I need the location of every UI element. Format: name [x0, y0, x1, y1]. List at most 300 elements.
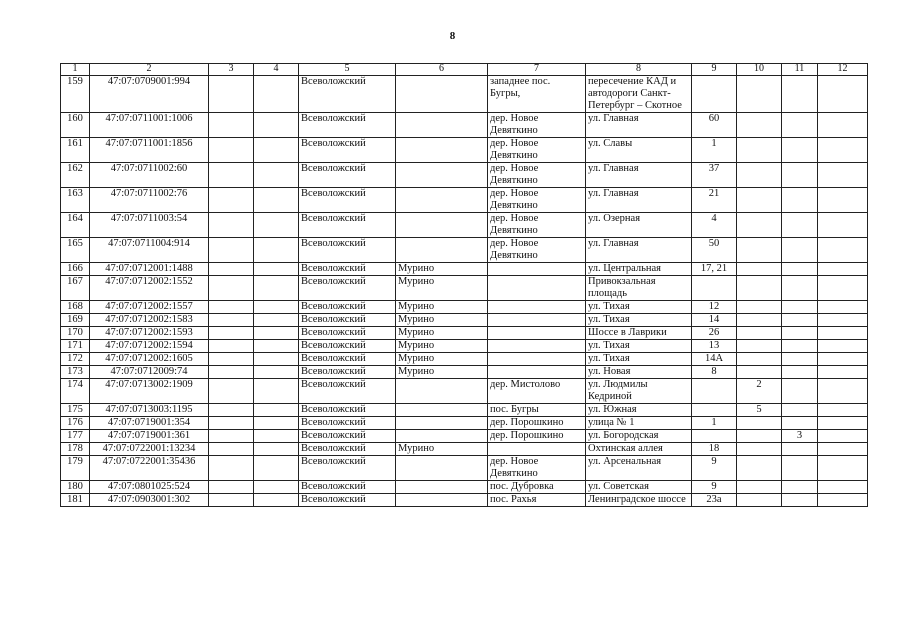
table-cell-c5: Всеволожский: [299, 404, 396, 417]
table-cell-c10: [737, 188, 782, 213]
table-cell-c2: 47:07:0712009:74: [90, 366, 209, 379]
table-cell-c7: [488, 327, 586, 340]
table-cell-c12: [818, 443, 868, 456]
table-cell-c11: [782, 301, 818, 314]
column-header-1: 1: [61, 64, 90, 76]
table-cell-c7: [488, 301, 586, 314]
table-cell-c9: 14А: [692, 353, 737, 366]
table-cell-c7: дер. Новое Девяткино: [488, 213, 586, 238]
table-cell-c12: [818, 366, 868, 379]
table-row: [61, 340, 868, 353]
table-cell-c1: 163: [61, 188, 90, 213]
table-cell-c10: [737, 314, 782, 327]
table-cell-c1: 166: [61, 263, 90, 276]
table-cell-c10: [737, 353, 782, 366]
table-cell-c10: [737, 327, 782, 340]
table-cell-c9: [692, 379, 737, 404]
table-cell-c9: 14: [692, 314, 737, 327]
table-cell-c9: 4: [692, 213, 737, 238]
table-cell-c2: 47:07:0713002:1909: [90, 379, 209, 404]
table-cell-c10: [737, 340, 782, 353]
table-cell-c4: [254, 327, 299, 340]
table-cell-c4: [254, 379, 299, 404]
table-cell-c4: [254, 430, 299, 443]
table-cell-c8: ул. Тихая: [586, 314, 692, 327]
table-cell-c10: 5: [737, 404, 782, 417]
table-cell-c6: [396, 430, 488, 443]
table-cell-c2: 47:07:0903001:302: [90, 494, 209, 507]
table-cell-c8: ул. Главная: [586, 188, 692, 213]
table-cell-c12: [818, 353, 868, 366]
table-cell-c5: Всеволожский: [299, 138, 396, 163]
table-cell-c8: ул. Тихая: [586, 340, 692, 353]
table-cell-c12: [818, 138, 868, 163]
table-cell-c1: 175: [61, 404, 90, 417]
table-row: [61, 379, 868, 404]
table-row: [61, 404, 868, 417]
table-cell-c10: [737, 366, 782, 379]
table-cell-c12: [818, 113, 868, 138]
table-cell-c6: Мурино: [396, 366, 488, 379]
table-cell-c5: Всеволожский: [299, 113, 396, 138]
table-cell-c2: 47:07:0712002:1583: [90, 314, 209, 327]
table-cell-c11: [782, 238, 818, 263]
table-cell-c2: 47:07:0709001:994: [90, 76, 209, 113]
table-cell-c11: [782, 76, 818, 113]
table-cell-c1: 168: [61, 301, 90, 314]
table-cell-c7: [488, 340, 586, 353]
table-cell-c7: [488, 263, 586, 276]
table-cell-c5: Всеволожский: [299, 417, 396, 430]
table-cell-c5: Всеволожский: [299, 327, 396, 340]
table-cell-c6: Мурино: [396, 353, 488, 366]
table-cell-c3: [209, 353, 254, 366]
table-cell-c2: 47:07:0712002:1557: [90, 301, 209, 314]
table-cell-c6: Мурино: [396, 314, 488, 327]
column-header-7: 7: [488, 64, 586, 76]
table-cell-c10: [737, 494, 782, 507]
table-cell-c1: 165: [61, 238, 90, 263]
table-row: [61, 213, 868, 238]
table-cell-c5: Всеволожский: [299, 263, 396, 276]
table-cell-c10: [737, 443, 782, 456]
table-cell-c3: [209, 379, 254, 404]
table-row: [61, 417, 868, 430]
table-row: [61, 430, 868, 443]
table-cell-c7: дер. Мистолово: [488, 379, 586, 404]
table-cell-c5: Всеволожский: [299, 213, 396, 238]
table-cell-c4: [254, 417, 299, 430]
table-cell-c10: [737, 417, 782, 430]
table-cell-c2: 47:07:0712002:1594: [90, 340, 209, 353]
table-cell-c3: [209, 314, 254, 327]
table-row: [61, 494, 868, 507]
table-cell-c6: Мурино: [396, 301, 488, 314]
table-cell-c9: [692, 430, 737, 443]
column-header-4: 4: [254, 64, 299, 76]
table-cell-c3: [209, 113, 254, 138]
table-cell-c12: [818, 188, 868, 213]
table-cell-c12: [818, 263, 868, 276]
table-cell-c11: [782, 417, 818, 430]
column-header-2: 2: [90, 64, 209, 76]
table-cell-c9: [692, 76, 737, 113]
table-cell-c9: 8: [692, 366, 737, 379]
table-cell-c11: [782, 113, 818, 138]
table-cell-c8: ул. Арсенальная: [586, 456, 692, 481]
table-cell-c11: [782, 481, 818, 494]
table-cell-c11: [782, 353, 818, 366]
table-row: [61, 314, 868, 327]
table-cell-c12: [818, 494, 868, 507]
table-cell-c10: [737, 481, 782, 494]
table-row: [61, 353, 868, 366]
table-cell-c3: [209, 481, 254, 494]
table-cell-c1: 171: [61, 340, 90, 353]
table-cell-c8: Привокзальная площадь: [586, 276, 692, 301]
table-cell-c1: 174: [61, 379, 90, 404]
column-header-12: 12: [818, 64, 868, 76]
table-cell-c8: ул. Богородская: [586, 430, 692, 443]
table-cell-c3: [209, 263, 254, 276]
table-cell-c12: [818, 301, 868, 314]
table-cell-c4: [254, 138, 299, 163]
table-row: [61, 238, 868, 263]
table-cell-c11: [782, 456, 818, 481]
table-cell-c7: [488, 276, 586, 301]
table-body: [61, 76, 868, 507]
table-cell-c10: [737, 238, 782, 263]
table-cell-c9: 37: [692, 163, 737, 188]
table-cell-c8: Шоссе в Лаврики: [586, 327, 692, 340]
table-cell-c8: Ленинградское шоссе: [586, 494, 692, 507]
table-cell-c3: [209, 163, 254, 188]
table-cell-c7: пос. Бугры: [488, 404, 586, 417]
table-cell-c7: дер. Новое Девяткино: [488, 113, 586, 138]
table-header-row: [61, 64, 868, 76]
table-cell-c10: [737, 113, 782, 138]
table-cell-c4: [254, 263, 299, 276]
table-cell-c5: Всеволожский: [299, 443, 396, 456]
table-cell-c3: [209, 430, 254, 443]
table-cell-c9: 1: [692, 417, 737, 430]
table-cell-c1: 161: [61, 138, 90, 163]
table-cell-c12: [818, 314, 868, 327]
table-cell-c12: [818, 481, 868, 494]
table-cell-c5: Всеволожский: [299, 379, 396, 404]
table-cell-c4: [254, 213, 299, 238]
table-cell-c2: 47:07:0711002:60: [90, 163, 209, 188]
table-row: [61, 327, 868, 340]
table-cell-c3: [209, 417, 254, 430]
table-row: [61, 456, 868, 481]
table-cell-c12: [818, 76, 868, 113]
table-cell-c6: [396, 379, 488, 404]
table-cell-c1: 164: [61, 213, 90, 238]
table-cell-c2: 47:07:0711003:54: [90, 213, 209, 238]
table-cell-c3: [209, 301, 254, 314]
table-cell-c9: [692, 276, 737, 301]
table-cell-c1: 180: [61, 481, 90, 494]
table-cell-c8: улица № 1: [586, 417, 692, 430]
column-header-11: 11: [782, 64, 818, 76]
table-cell-c11: [782, 276, 818, 301]
table-cell-c12: [818, 340, 868, 353]
table-cell-c11: [782, 163, 818, 188]
table-cell-c5: Всеволожский: [299, 163, 396, 188]
table-cell-c5: Всеволожский: [299, 353, 396, 366]
table-cell-c2: 47:07:0712002:1605: [90, 353, 209, 366]
table-cell-c3: [209, 366, 254, 379]
table-cell-c6: Мурино: [396, 340, 488, 353]
table-cell-c11: [782, 188, 818, 213]
table-cell-c3: [209, 188, 254, 213]
table-cell-c6: Мурино: [396, 443, 488, 456]
table-cell-c5: Всеволожский: [299, 340, 396, 353]
column-header-9: 9: [692, 64, 737, 76]
table-cell-c10: 2: [737, 379, 782, 404]
table-cell-c7: дер. Новое Девяткино: [488, 138, 586, 163]
table-cell-c10: [737, 430, 782, 443]
table-cell-c8: ул. Людмилы Кедриной: [586, 379, 692, 404]
table-cell-c6: Мурино: [396, 263, 488, 276]
table-cell-c3: [209, 76, 254, 113]
table-cell-c6: [396, 494, 488, 507]
table-cell-c7: пос. Дубровка: [488, 481, 586, 494]
table-cell-c11: [782, 327, 818, 340]
table-cell-c4: [254, 443, 299, 456]
table-cell-c1: 179: [61, 456, 90, 481]
table-cell-c4: [254, 404, 299, 417]
table-cell-c9: 12: [692, 301, 737, 314]
table-cell-c11: [782, 138, 818, 163]
table-cell-c8: Охтинская аллея: [586, 443, 692, 456]
table-cell-c6: [396, 113, 488, 138]
table-cell-c10: [737, 263, 782, 276]
table-cell-c3: [209, 138, 254, 163]
table-cell-c9: 13: [692, 340, 737, 353]
table-cell-c5: Всеволожский: [299, 494, 396, 507]
table-cell-c1: 177: [61, 430, 90, 443]
table-cell-c8: ул. Советская: [586, 481, 692, 494]
table-cell-c1: 159: [61, 76, 90, 113]
table-cell-c5: Всеволожский: [299, 301, 396, 314]
table-cell-c4: [254, 481, 299, 494]
table-cell-c5: Всеволожский: [299, 76, 396, 113]
table-cell-c5: Всеволожский: [299, 276, 396, 301]
table-cell-c1: 160: [61, 113, 90, 138]
table-cell-c12: [818, 327, 868, 340]
table-cell-c7: дер. Новое Девяткино: [488, 456, 586, 481]
table-cell-c6: [396, 481, 488, 494]
table-cell-c12: [818, 404, 868, 417]
table-cell-c3: [209, 404, 254, 417]
table-cell-c6: [396, 76, 488, 113]
table-cell-c7: [488, 366, 586, 379]
table-cell-c7: дер. Новое Девяткино: [488, 163, 586, 188]
table-cell-c6: Мурино: [396, 327, 488, 340]
table-row: [61, 481, 868, 494]
table-cell-c9: 9: [692, 456, 737, 481]
table-cell-c2: 47:07:0719001:354: [90, 417, 209, 430]
table-row: [61, 301, 868, 314]
table-cell-c7: дер. Новое Девяткино: [488, 188, 586, 213]
table-cell-c7: [488, 353, 586, 366]
table-row: [61, 76, 868, 113]
table-cell-c3: [209, 494, 254, 507]
table-cell-c7: пос. Рахья: [488, 494, 586, 507]
table-cell-c6: [396, 456, 488, 481]
table-cell-c4: [254, 188, 299, 213]
table-cell-c8: ул. Славы: [586, 138, 692, 163]
table-cell-c1: 162: [61, 163, 90, 188]
table-cell-c8: ул. Центральная: [586, 263, 692, 276]
table-cell-c5: Всеволожский: [299, 314, 396, 327]
table-cell-c11: [782, 404, 818, 417]
table-cell-c7: западнее пос. Бугры,: [488, 76, 586, 113]
table-cell-c7: [488, 443, 586, 456]
table-cell-c12: [818, 430, 868, 443]
table-cell-c5: Всеволожский: [299, 430, 396, 443]
table-cell-c1: 167: [61, 276, 90, 301]
table-cell-c1: 169: [61, 314, 90, 327]
table-cell-c11: [782, 263, 818, 276]
table-cell-c4: [254, 314, 299, 327]
table-cell-c8: ул. Главная: [586, 238, 692, 263]
table-cell-c2: 47:07:0711004:914: [90, 238, 209, 263]
table-row: [61, 366, 868, 379]
column-header-6: 6: [396, 64, 488, 76]
table-cell-c7: [488, 314, 586, 327]
table-cell-c10: [737, 276, 782, 301]
table-cell-c3: [209, 443, 254, 456]
table-cell-c4: [254, 301, 299, 314]
table-cell-c9: 50: [692, 238, 737, 263]
table-cell-c8: ул. Главная: [586, 163, 692, 188]
table-cell-c2: 47:07:0719001:361: [90, 430, 209, 443]
table-cell-c4: [254, 494, 299, 507]
table-cell-c7: дер. Новое Девяткино: [488, 238, 586, 263]
table-row: [61, 263, 868, 276]
table-cell-c4: [254, 238, 299, 263]
table-cell-c3: [209, 456, 254, 481]
table-cell-c11: [782, 379, 818, 404]
table-cell-c3: [209, 276, 254, 301]
table-cell-c7: дер. Порошкино: [488, 430, 586, 443]
table-cell-c5: Всеволожский: [299, 366, 396, 379]
table-cell-c6: [396, 138, 488, 163]
table-cell-c1: 170: [61, 327, 90, 340]
table-cell-c10: [737, 138, 782, 163]
table-cell-c5: Всеволожский: [299, 456, 396, 481]
table-cell-c9: 21: [692, 188, 737, 213]
table-cell-c4: [254, 366, 299, 379]
table-cell-c4: [254, 76, 299, 113]
registry-table: [60, 63, 868, 507]
table-cell-c8: ул. Озерная: [586, 213, 692, 238]
table-cell-c10: [737, 76, 782, 113]
table-cell-c8: пересечение КАД и автодороги Санкт-Петербург – Скотное: [586, 76, 692, 113]
table-cell-c12: [818, 238, 868, 263]
table-cell-c12: [818, 276, 868, 301]
table-cell-c11: [782, 443, 818, 456]
table-cell-c2: 47:07:0711001:1006: [90, 113, 209, 138]
table-row: [61, 163, 868, 188]
table-cell-c4: [254, 456, 299, 481]
table-row: [61, 443, 868, 456]
table-cell-c2: 47:07:0711002:76: [90, 188, 209, 213]
table-cell-c8: ул. Новая: [586, 366, 692, 379]
table-cell-c9: 26: [692, 327, 737, 340]
table-cell-c10: [737, 456, 782, 481]
table-cell-c12: [818, 456, 868, 481]
table-cell-c10: [737, 163, 782, 188]
table-cell-c11: [782, 494, 818, 507]
table-cell-c8: ул. Южная: [586, 404, 692, 417]
table-cell-c1: 181: [61, 494, 90, 507]
table-cell-c6: [396, 213, 488, 238]
table-cell-c11: [782, 213, 818, 238]
table-cell-c5: Всеволожский: [299, 188, 396, 213]
table-cell-c3: [209, 213, 254, 238]
table-cell-c4: [254, 340, 299, 353]
table-cell-c2: 47:07:0713003:1195: [90, 404, 209, 417]
table-cell-c11: 3: [782, 430, 818, 443]
page-number: 8: [449, 30, 456, 42]
table-cell-c9: 60: [692, 113, 737, 138]
table-cell-c2: 47:07:0712002:1593: [90, 327, 209, 340]
table-cell-c1: 173: [61, 366, 90, 379]
table-cell-c2: 47:07:0711001:1856: [90, 138, 209, 163]
table-cell-c2: 47:07:0722001:35436: [90, 456, 209, 481]
table-cell-c10: [737, 301, 782, 314]
table-cell-c11: [782, 340, 818, 353]
table-cell-c3: [209, 340, 254, 353]
table-cell-c9: 23а: [692, 494, 737, 507]
table-cell-c6: [396, 404, 488, 417]
table-row: [61, 138, 868, 163]
table-row: [61, 276, 868, 301]
table-cell-c4: [254, 353, 299, 366]
table-cell-c6: [396, 238, 488, 263]
table-cell-c9: 17, 21: [692, 263, 737, 276]
table-cell-c2: 47:07:0712001:1488: [90, 263, 209, 276]
table-cell-c6: [396, 188, 488, 213]
table-cell-c12: [818, 213, 868, 238]
table-cell-c1: 178: [61, 443, 90, 456]
column-header-8: 8: [586, 64, 692, 76]
table-cell-c4: [254, 113, 299, 138]
table-cell-c4: [254, 276, 299, 301]
table-cell-c3: [209, 238, 254, 263]
column-header-10: 10: [737, 64, 782, 76]
table-cell-c6: Мурино: [396, 276, 488, 301]
table-cell-c8: ул. Главная: [586, 113, 692, 138]
table-cell-c1: 176: [61, 417, 90, 430]
table-cell-c5: Всеволожский: [299, 238, 396, 263]
column-header-5: 5: [299, 64, 396, 76]
table-cell-c1: 172: [61, 353, 90, 366]
table-cell-c4: [254, 163, 299, 188]
table-cell-c12: [818, 417, 868, 430]
table-cell-c9: [692, 404, 737, 417]
table-cell-c10: [737, 213, 782, 238]
table-cell-c6: [396, 417, 488, 430]
column-header-3: 3: [209, 64, 254, 76]
table-cell-c8: ул. Тихая: [586, 353, 692, 366]
table-cell-c2: 47:07:0722001:13234: [90, 443, 209, 456]
table-cell-c3: [209, 327, 254, 340]
